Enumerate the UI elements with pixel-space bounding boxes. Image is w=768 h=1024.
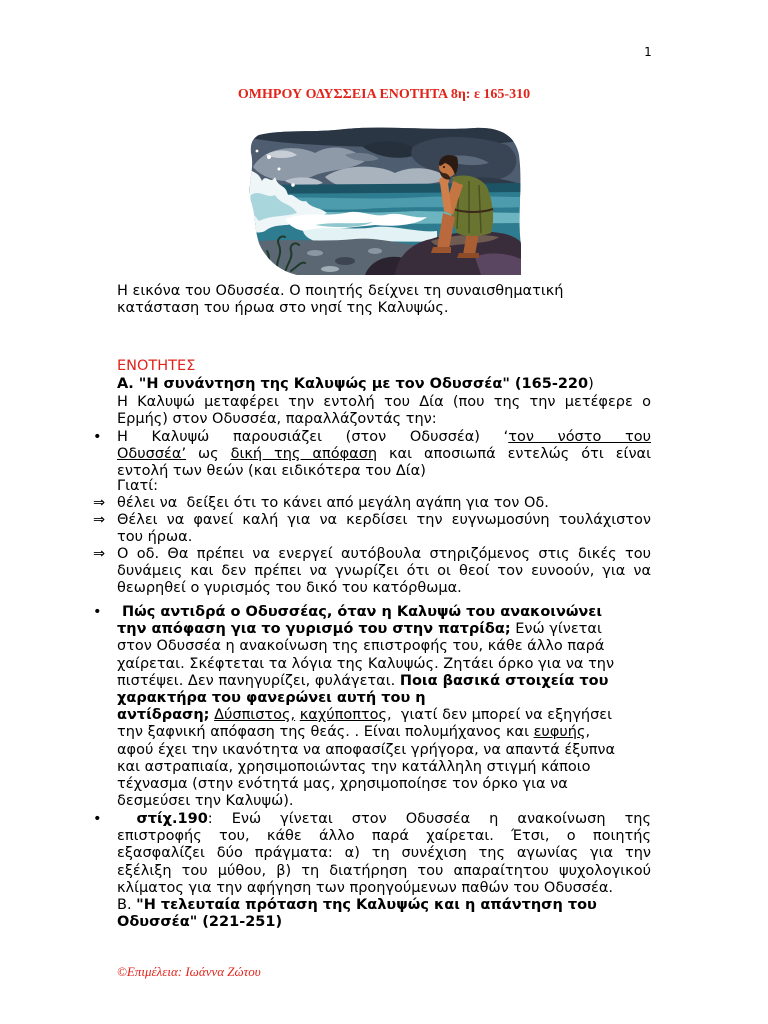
bullet-point-3 — [93, 811, 652, 931]
text-segment: Θέλει να φανεί καλή για να κερδίσει την ευγνωμοσύνη τουλάχιστον — [117, 512, 651, 528]
bold-text: χαρακτήρα του φανερώνει αυτή του η — [117, 689, 426, 706]
text-line — [117, 495, 651, 512]
text-line-content — [117, 845, 651, 861]
underlined-text: ευφυής — [533, 724, 586, 741]
underlined-text: καχύποπτος — [299, 707, 388, 724]
text-line — [117, 828, 651, 845]
text-segment: Ερμής) στον Οδυσσέα, παραλλάζοντάς την: — [117, 411, 437, 428]
text-line — [117, 863, 651, 880]
text-line-content — [117, 707, 612, 723]
text-segment: , — [585, 724, 591, 741]
text-line-content — [117, 463, 426, 479]
text-segment: ΕΝΟΤΗΤΕΣ — [117, 358, 196, 374]
text-line — [117, 776, 651, 793]
text-line — [117, 845, 651, 862]
text-line — [117, 580, 651, 597]
bullet-icon: • — [93, 429, 102, 445]
text-line-content — [117, 546, 651, 562]
text-line-content — [117, 604, 602, 620]
text-segment: ως — [186, 446, 231, 463]
text-line — [117, 529, 651, 546]
text-line — [117, 546, 651, 563]
text-line — [117, 621, 651, 638]
underlined-text: Οδυσσέα’ — [117, 446, 187, 463]
text-segment: : Ενώ γίνεται στον Οδυσσέα η ανακοίνωση της — [207, 811, 652, 827]
underlined-text: δική της απόφαση — [230, 446, 378, 463]
text-line-content — [117, 897, 597, 913]
text-segment: χαίρεται. Σκέφτεται τα λόγια της Καλυψώς. Ζητάει όρκο για να την — [117, 655, 615, 672]
text-segment: θεωρηθεί ο γυρισμός του δικό του κατόρθωμα. — [117, 580, 462, 597]
text-line-content — [117, 880, 613, 896]
text-segment: Ο οδ. Θα πρέπει να ενεργεί αυτόβουλα στηριζόμενος στις δικές του — [117, 546, 651, 562]
text-segment: τέχνασμα (στην ενότητά μας, χρησιμοποίησε τον όρκο για να — [117, 775, 568, 792]
bullet-icon: • — [93, 604, 102, 620]
text-segment: επιστροφής του, κάθε άλλο παρά χαίρεται. Έτσι, ο ποιητής — [117, 828, 651, 845]
text-line — [117, 673, 651, 690]
text-segment: Η Καλυψώ μεταφέρει την εντολή του Δία (που της την μετέφερε ο — [117, 394, 651, 410]
text-line — [117, 793, 651, 810]
text-line — [117, 429, 651, 446]
text-line-content — [117, 512, 651, 528]
bold-text: Οδυσσέα" (221-251) — [117, 914, 283, 931]
reason-item-1 — [93, 495, 651, 512]
text-line — [117, 690, 651, 707]
bold-text: Πώς αντιδρά ο Οδυσσέας, όταν η Καλυψώ του ανακοινώνει — [117, 604, 603, 620]
text-line-content — [117, 283, 564, 299]
text-line — [117, 411, 651, 428]
text-line-content — [117, 690, 426, 706]
section-a-heading — [117, 376, 651, 393]
text-line — [117, 724, 651, 741]
text-line-content — [117, 914, 282, 930]
underlined-text: τον νόστο του — [508, 429, 651, 445]
text-segment: ) — [588, 376, 594, 392]
text-line-content — [117, 724, 590, 740]
arrow-bullet-icon: ⇒ — [93, 495, 106, 511]
text-line-content — [117, 429, 651, 445]
text-line-content — [117, 638, 604, 654]
text-line — [117, 358, 651, 375]
text-line — [117, 283, 651, 300]
arrow-bullet-icon: ⇒ — [93, 546, 106, 562]
text-line-content — [117, 759, 591, 775]
text-segment: την ξαφνική απόφαση της θεάς. . Είναι πολυμήχανος και — [117, 724, 534, 741]
text-segment: εντολή των θεών (και ειδικότερα του Δία) — [117, 463, 426, 480]
arrow-bullet-icon: ⇒ — [93, 512, 106, 528]
bold-text: στίχ.190 — [117, 811, 208, 827]
footer-credit: ©Επιμέλεια: Ιωάννα Ζώτου — [117, 964, 261, 979]
text-line-content — [117, 300, 448, 316]
text-line-content — [117, 621, 602, 637]
text-line — [117, 811, 651, 828]
text-line — [117, 759, 651, 776]
text-line-content — [117, 358, 195, 374]
text-line-content — [117, 411, 437, 427]
text-line-content — [117, 580, 462, 596]
text-line — [117, 512, 651, 529]
why-label — [117, 478, 651, 495]
text-line — [117, 897, 651, 914]
section-a-intro-paragraph — [117, 394, 651, 428]
text-line — [117, 394, 651, 411]
reason-item-3 — [93, 546, 651, 598]
text-segment: κλίματος για την αφήγηση των προηγούμενων παθών του Οδυσσέα. — [117, 879, 613, 896]
text-line-content — [117, 529, 192, 545]
bold-text: "Η τελευταία πρόταση της Καλυψώς και η απάντηση του — [136, 896, 597, 913]
odysseus-illustration — [245, 125, 525, 275]
text-segment: δυνάμεις και δεν πρέπει να γνωρίζει ότι οι θεοί τον ευνοούν, για να — [117, 563, 651, 580]
text-segment: κατάσταση του ήρωα στο νησί της Καλυψώς. — [117, 300, 449, 317]
text-line — [117, 604, 651, 621]
text-segment: θέλει να δείξει ότι το κάνει από μεγάλη αγάπη για τον Οδ. — [117, 495, 549, 511]
bold-text: Ποια βασικά στοιχεία του — [399, 672, 609, 689]
text-segment: Η Καλυψώ παρουσιάζει (στον Οδυσσέα) ‘ — [117, 429, 509, 445]
sections-heading — [117, 358, 651, 375]
text-line — [117, 446, 651, 463]
text-line-content — [117, 863, 651, 879]
text-line-content — [117, 811, 651, 827]
bold-text: την απόφαση για το γυρισμό του στην πατρίδα; — [117, 621, 511, 638]
bullet-icon: • — [93, 811, 102, 827]
text-line-content — [117, 742, 615, 758]
bullet-point-1 — [93, 429, 652, 481]
text-line-content — [117, 793, 294, 809]
text-line-content — [117, 495, 549, 511]
text-line — [117, 563, 651, 580]
text-segment: , γιατί δεν μπορεί να εξηγήσει — [387, 707, 613, 724]
text-segment: δεσμεύσει την Καλυψώ). — [117, 793, 294, 810]
text-segment: αφού έχει την ικανότητα να αποφασίζει γρήγορα, να απαντά έξυπνα — [117, 741, 616, 758]
text-segment: εξέλιξη του μύθου, β) τη διατήρηση του απαραίτητου ψυχολογικού — [117, 862, 651, 879]
text-segment: του ήρωα. — [117, 529, 193, 546]
reason-item-2 — [93, 512, 651, 546]
text-line-content — [117, 563, 651, 579]
bold-text: Α. "Η συνάντηση της Καλυψώς με τον Οδυσσέα" (165-220 — [117, 376, 589, 392]
text-line-content — [117, 394, 651, 410]
text-line-content — [117, 478, 158, 494]
bold-text: αντίδραση; — [117, 707, 210, 724]
underlined-text: Δύσπιστος, — [214, 707, 296, 724]
text-line-content — [117, 673, 608, 689]
text-line — [117, 300, 651, 317]
text-line — [117, 707, 651, 724]
text-line-content — [117, 656, 614, 672]
text-segment: Γιατί: — [117, 478, 159, 494]
text-line — [117, 638, 651, 655]
text-line — [117, 914, 651, 931]
page-number: 1 — [644, 45, 652, 59]
text-line — [117, 376, 651, 393]
bullet-point-2 — [93, 604, 651, 810]
text-line — [117, 742, 651, 759]
text-segment: στον Οδυσσέα η ανακοίνωση της επιστροφής του, κάθε άλλο παρά — [117, 638, 605, 655]
text-segment: και αποσιωπά εντελώς ότι είναι — [377, 446, 652, 463]
text-line-content — [117, 776, 568, 792]
image-caption — [117, 283, 651, 317]
text-line-content — [117, 376, 594, 392]
text-line — [117, 656, 651, 673]
text-line-content — [117, 828, 651, 844]
text-segment: Ενώ γίνεται — [510, 621, 602, 638]
text-line — [117, 478, 651, 495]
text-line — [117, 880, 651, 897]
illustration-svg — [245, 125, 525, 275]
text-segment: πιστέψει. Δεν πανηγυρίζει, φυλάγεται. — [117, 672, 400, 689]
text-segment: εξασφαλίζει δύο πράγματα: α) τη συνέχιση της αγωνίας για την — [117, 845, 651, 862]
text-segment: Η εικόνα του Οδυσσέα. Ο ποιητής δείχνει τη συναισθηματική — [117, 283, 564, 299]
text-segment: Β. — [117, 896, 137, 913]
document-title: ΟΜΗΡΟΥ ΟΔΥΣΣΕΙΑ ΕΝΟΤΗΤΑ 8η: ε 165-310 — [237, 87, 531, 102]
text-line-content — [117, 446, 651, 462]
text-segment: και αστραπιαία, χρησιμοποιώντας την κατάλληλη στιγμή κάποιο — [117, 758, 591, 775]
